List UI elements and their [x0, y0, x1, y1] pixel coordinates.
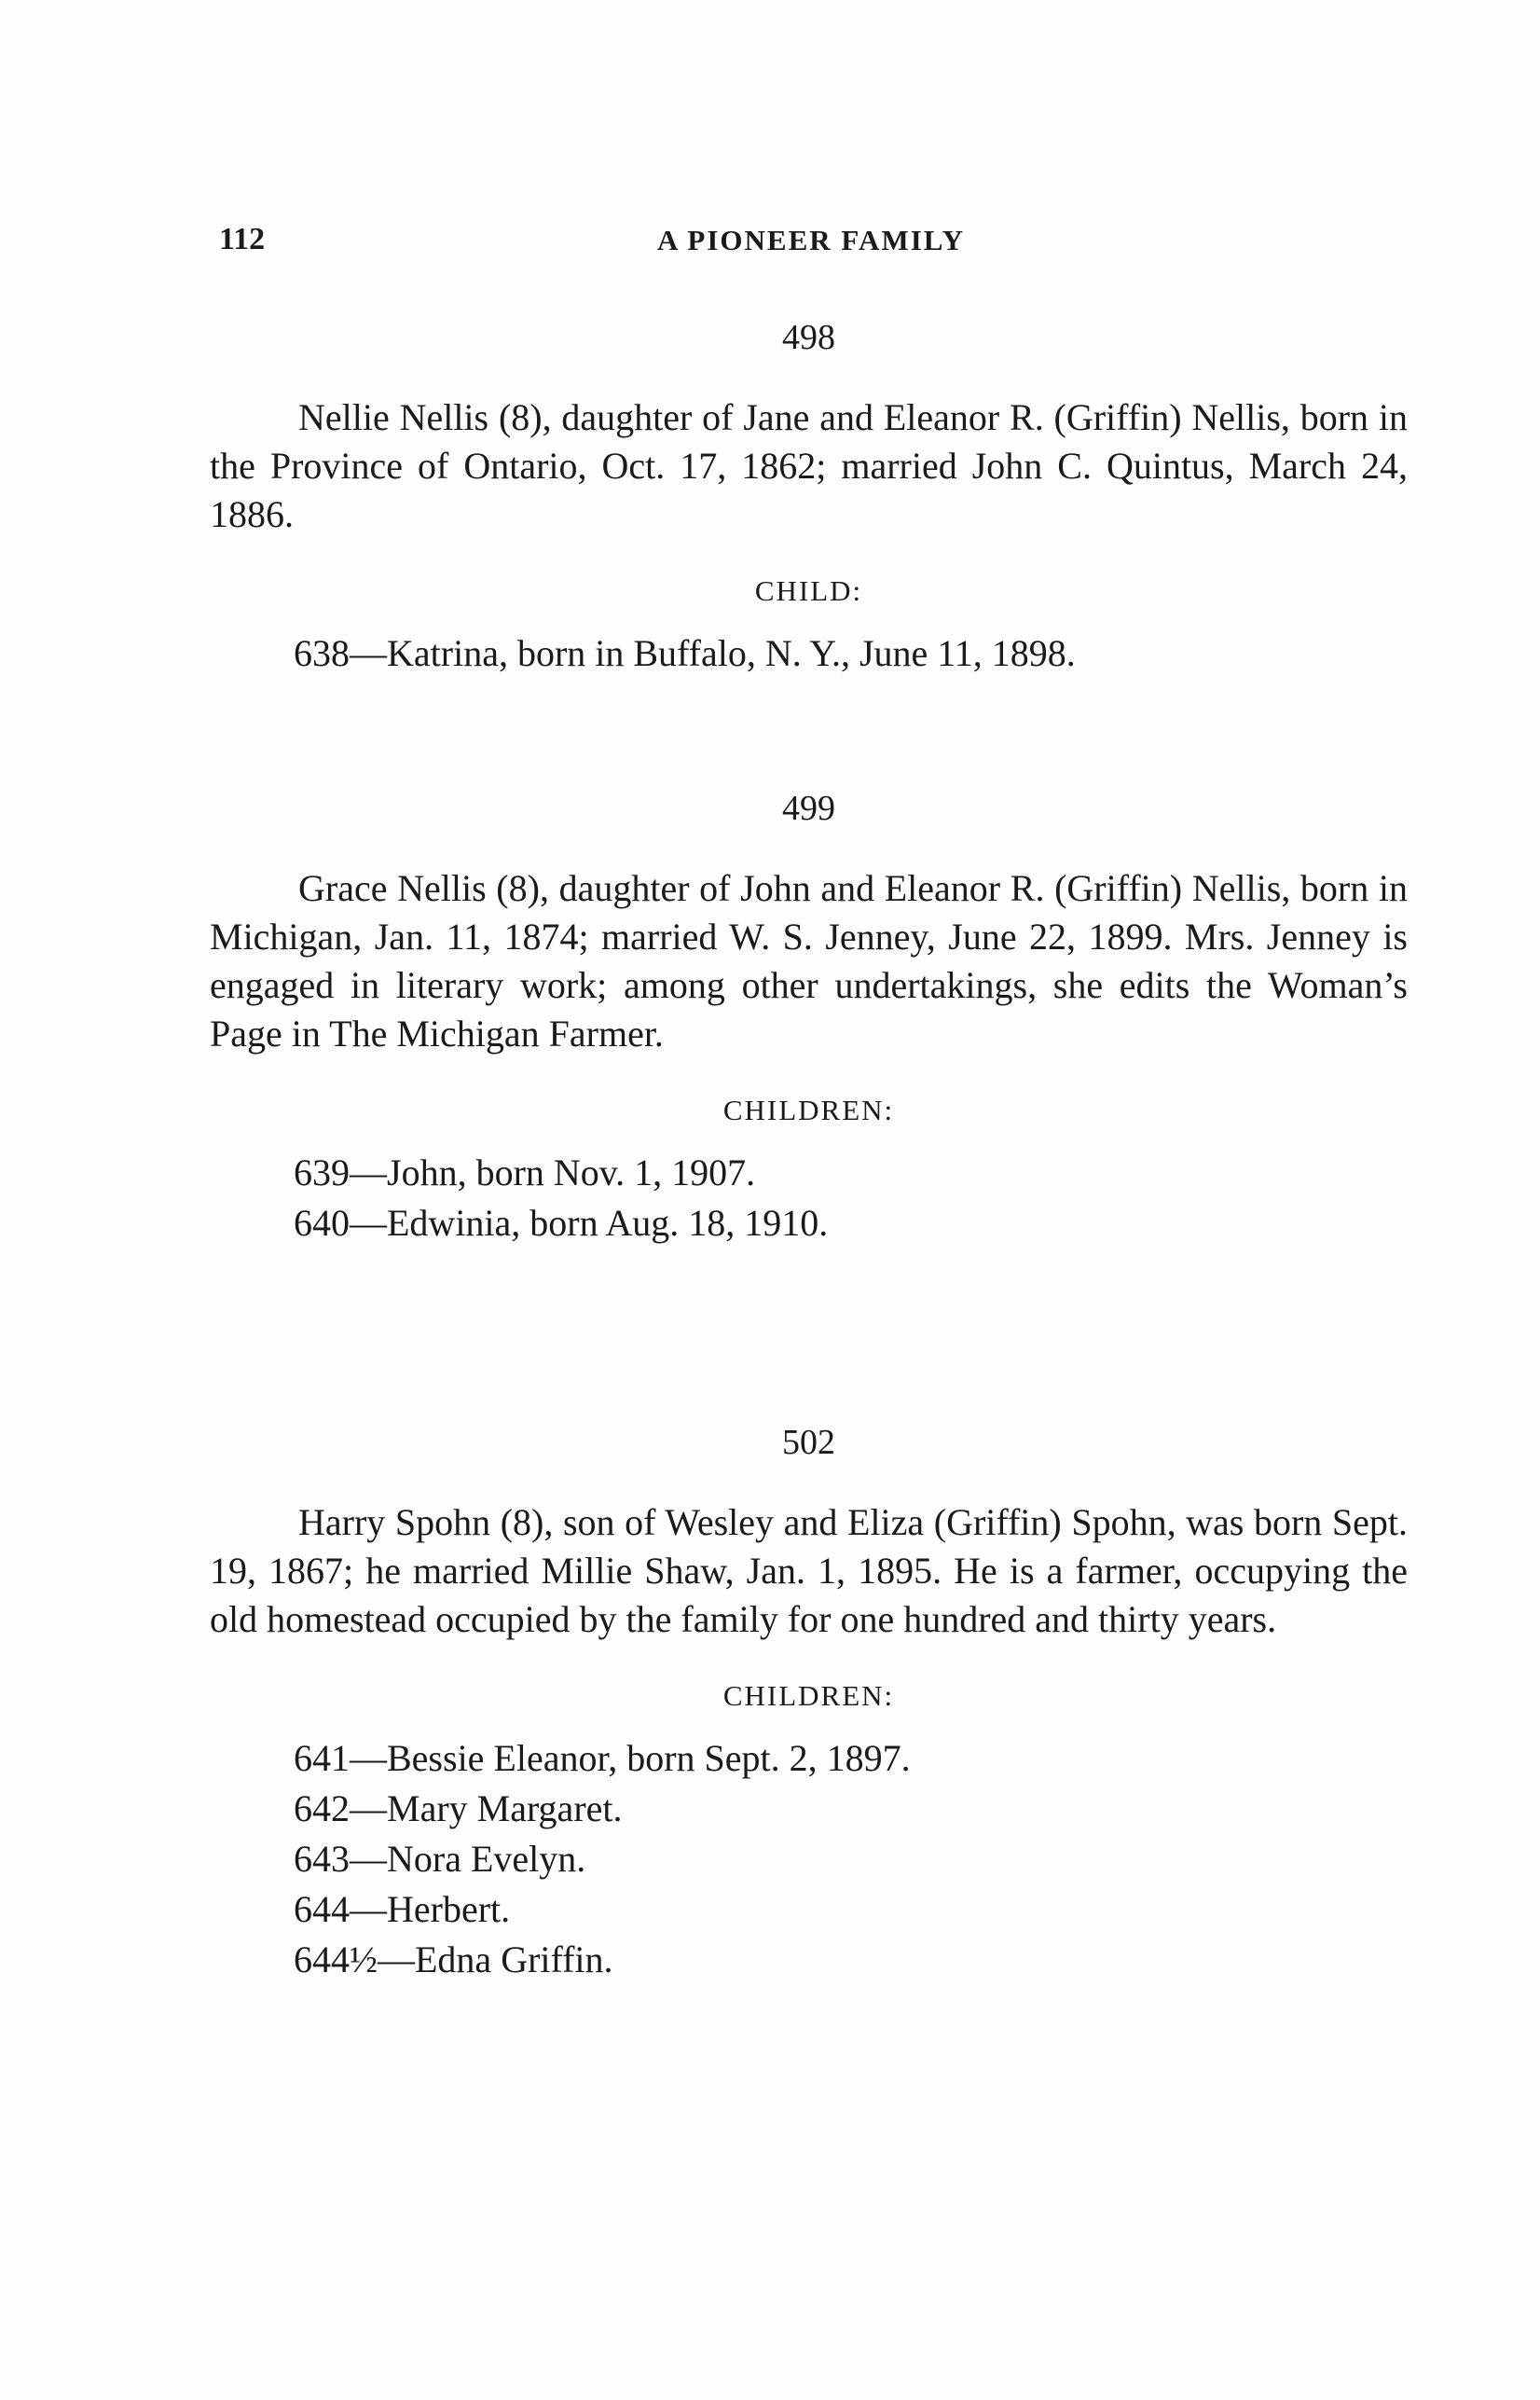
children-heading: CHILDREN: — [722, 1679, 895, 1712]
children-list — [210, 1733, 1408, 1985]
entry-number: 498 — [782, 318, 835, 357]
entry-paragraph: Harry Spohn (8), son of Wesley and Eliza (Griffin) Spohn, was born Sept. 19, 1867; he married Millie Shaw, Jan. 1, 1895. He is a farmer, occupying the old homestead occupied by the family for one hundred and thirty years. — [210, 1501, 1408, 1640]
page-header — [219, 222, 1403, 259]
children-list — [210, 1148, 1408, 1248]
child-item: 641—Bessie Eleanor, born Sept. 2, 1897. — [294, 1737, 911, 1779]
genealogy-entry — [210, 788, 1408, 1248]
entry-number: 499 — [782, 789, 835, 828]
child-item: 643—Nora Evelyn. — [294, 1838, 586, 1880]
entry-number: 502 — [782, 1423, 835, 1462]
children-heading: CHILD: — [754, 574, 863, 607]
entry-paragraph: Grace Nellis (8), daughter of John and Eleanor R. (Griffin) Nellis, born in Michigan, Jan. 11, 1874; married W. S. Jenney, June 22, 1899. Mrs. Jenney is engaged in literary work; among other undertakings, she edits the Woman’s Page in The Michigan Farmer. — [210, 867, 1408, 1055]
child-item: 638—Katrina, born in Buffalo, N. Y., June 11, 1898. — [294, 632, 1076, 674]
children-list — [210, 628, 1408, 679]
running-title: A PIONEER FAMILY — [657, 224, 965, 256]
child-item: 644—Herbert. — [294, 1888, 511, 1930]
child-item: 642—Mary Margaret. — [294, 1787, 623, 1829]
genealogy-entry — [210, 1422, 1408, 1985]
child-item: 640—Edwinia, born Aug. 18, 1910. — [294, 1202, 829, 1244]
page-number: 112 — [219, 222, 266, 256]
children-heading: CHILDREN: — [722, 1094, 895, 1126]
child-item: 639—John, born Nov. 1, 1907. — [294, 1152, 756, 1193]
genealogy-entry — [210, 317, 1408, 679]
child-item: 644½—Edna Griffin. — [294, 1938, 613, 1980]
entry-paragraph: Nellie Nellis (8), daughter of Jane and Eleanor R. (Griffin) Nellis, born in the Province of Ontario, Oct. 17, 1862; married John C. Quintus, March 24, 1886. — [210, 396, 1408, 535]
